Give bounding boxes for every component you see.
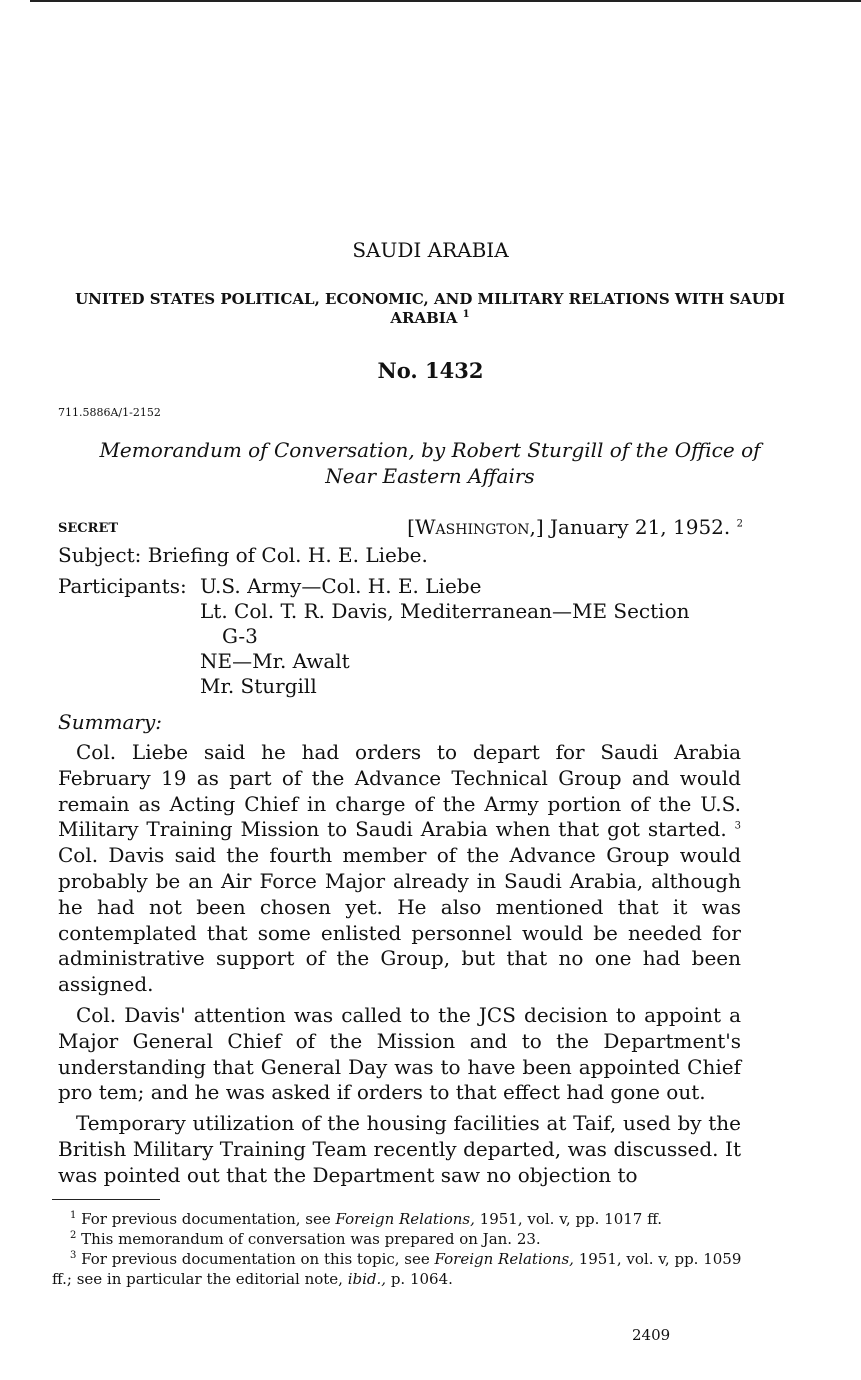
participants-list [200,574,760,699]
memo-title [60,437,800,489]
participant-item: U.S. Army—Col. H. E. Liebe [200,574,482,598]
summary-label: Summary: [58,710,163,734]
top-border-line [30,0,861,2]
summary-paragraph-2: Col. Davis' attention was called to the JCS decision to appoint a Major General Chief of the Mission and to the Department's understanding that General Day was to have been appointed Chief pro tem; and he was asked if orders to that effect had gone out. [58,1002,741,1105]
footnotes [52,1209,742,1289]
memo-title-line-2: Near Eastern Affairs [325,464,535,488]
footnote-1: $^1$ For previous documentation, see Foreign Relations, 1951, vol. v, pp. 1017 ff. [70,1210,663,1228]
footnote-ref-2: 2 [736,518,743,530]
footnote-ref-1: 1 [462,309,470,320]
memo-title-line-1: Memorandum of Conversation, by Robert Sturgill of the Office of [99,438,761,462]
footnote-ref-3: 3 [734,820,741,832]
participant-item: G-3 [222,624,258,648]
footnote-2: $^2$ This memorandum of conversation was prepared on Jan. 23. [70,1230,541,1248]
file-reference: 711.5886A/1-2152 [58,406,161,419]
summary-body [58,740,741,1194]
summary-paragraph-1: Col. Liebe said he had orders to depart for Saudi Arabia February 19 as part of the Advance Technical Group and would remain as Acting Chief in charge of the Army portion of the U.S. Military Training Mission to Saudi Arabia when that got started. $^3$ Col. Davis said the fourth member of the Advance Group would probably be an Air Force Major already in Saudi Arabia, although he had not been chosen yet. He also mentioned that it was contemplated that some enlisted personnel would be needed for administrative support of the Group, but that no one had been assigned. [58,740,741,997]
page-number: 2409 [632,1326,671,1344]
footnote-divider [52,1199,160,1200]
participants-label: Participants: [58,574,187,598]
country-heading: SAUDI ARABIA [352,238,509,262]
participant-item: NE—Mr. Awalt [200,649,350,673]
date-line [407,515,743,539]
participant-item: Lt. Col. T. R. Davis, Mediterranean—ME Section [200,599,690,623]
classification-label: SECRET [58,521,119,536]
subject-line: Subject: Briefing of Col. H. E. Liebe. [58,543,428,567]
participant-item: Mr. Sturgill [200,674,317,698]
date-value: January 21, 1952. [550,515,731,539]
summary-paragraph-3: Temporary utilization of the housing facilities at Taif, used by the British Military Training Team recently departed, was discussed. It was pointed out that the Department saw no objection to [58,1111,741,1187]
chapter-subtitle: UNITED STATES POLITICAL, ECONOMIC, AND MILITARY RELATIONS WITH SAUDI ARABIA $^1$ [75,290,785,327]
footnote-3: $^3$ For previous documentation on this topic, see Foreign Relations, 1951, vol. v, pp. 1059 ff.; see in particular the editorial note, ibid., p. 1064. [52,1250,742,1288]
place-label: [Washington,] [407,515,544,539]
document-number: No. 1432 [377,358,484,383]
